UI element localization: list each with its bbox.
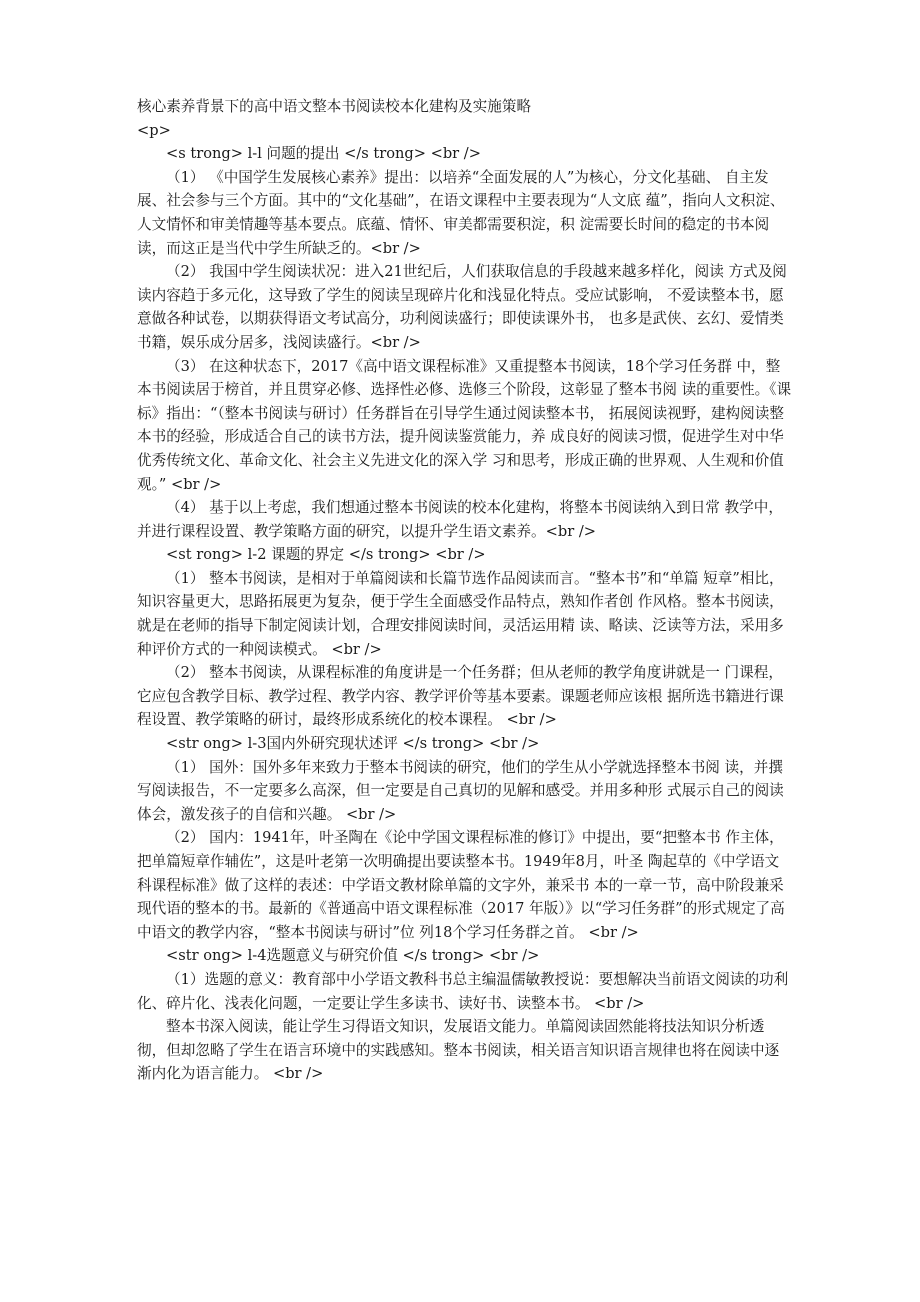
section-heading-1-1: <s trong> l-l 问题的提出 </s trong> <br /> — [166, 145, 481, 163]
document-title: 核心素养背景下的高中语文整本书阅读校本化建构及实施策略 — [137, 98, 532, 115]
paragraph: （1） 《中国学生发展核心素养》提出：以培养“全面发展的人”为核心，分文化基础、 自主发展、社会参与三个方面。其中的“文化基础”，在语文课程中主要表现为“人文底 蕴”，指向人文积淀、人文情怀和审美情趣等基本要点。底蕴、情怀、审美都需要积淀，积 淀需要长时间的稳定的书本阅读，而这正是当代中学生所缺乏的。<br /> — [137, 168, 785, 257]
paragraph: （2） 国内：1941年，叶圣陶在《论中学国文课程标准的修订》中提出，要“把整本书 作主体，把单篇短章作辅佐”，这是叶老第一次明确提出要读整本书。1949年8月，叶圣 陶起草的《中学语文科课程标准》做了这样的表述：中学语文教材除单篇的文字外，兼采书 本的一章一节，高中阶段兼采现代语的整本的书。最新的《普通高中语文课程标准（2017 年版）》以“学习任务群”的形式规定了高中语文的教学内容，“整本书阅读与研讨”位 列18个学习任务群之首。 <br /> — [137, 829, 785, 941]
paragraph: （3） 在这种状态下，2017《高中语文课程标准》又重提整本书阅读，18个学习任务群 中，整本书阅读居于榜首，并且贯穿必修、选择性必修、选修三个阶段，这彰显了整本书阅 读的重要性。《课标》指出：“（整本书阅读与研讨）任务群旨在引导学生通过阅读整本书， 拓展阅读视野，建构阅读整本书的经验，形成适合自己的读书方法，提升阅读鉴赏能力，养 成良好的阅读习惯，促进学生对中华优秀传统文化、革命文化、社会主义先进文化的深入学 习和思考，形成正确的世界观、人生观和价值观。” <br /> — [137, 357, 792, 493]
section-heading-1-3: <str ong> l-3国内外研究现状述评 </s trong> <br /> — [166, 735, 540, 753]
paragraph: （4） 基于以上考虑，我们想通过整本书阅读的校本化建构，将整本书阅读纳入到日常 教学中，并进行课程设置、教学策略方面的研究，以提升学生语文素养。<br /> — [137, 499, 783, 540]
paragraph: （2） 我国中学生阅读状况：进入21世纪后，人们获取信息的手段越来越多样化，阅读 方式及阅读内容趋于多元化，这导致了学生的阅读呈现碎片化和浅显化特点。受应试影响， 不爱读整本书，愿意做各种试卷，以期获得语文考试高分，功利阅读盛行；即使读课外书， 也多是武侠、玄幻、爱情类书籍，娱乐成分居多，浅阅读盛行。<br /> — [137, 263, 787, 351]
paragraph: （1） 整本书阅读，是相对于单篇阅读和长篇节选作品阅读而言。“整本书”和“单篇 短章”相比，知识容量更大，思路拓展更为复杂，便于学生全面感受作品特点，熟知作者创 作风格。整本书阅读，就是在老师的指导下制定阅读计划，合理安排阅读时间，灵活运用精 读、略读、泛读等方法，采用多种评价方式的一种阅读模式。 <br /> — [137, 569, 784, 658]
document-page — [137, 95, 792, 1086]
paragraph: （2） 整本书阅读，从课程标准的角度讲是一个任务群；但从老师的教学角度讲就是一 门课程，它应包含教学目标、教学过程、教学内容、教学评价等基本要素。课题老师应该根 据所选书籍进行课程设置、教学策略的研讨，最终形成系统化的校本课程。 <br /> — [137, 664, 784, 729]
paragraph-open-tag: <p> — [137, 121, 171, 139]
paragraph: （1） 国外：国外多年来致力于整本书阅读的研究，他们的学生从小学就选择整本书阅 读，并撰写阅读报告，不一定要多么高深，但一定要是自己真切的见解和感受。并用多种形 式展示自己的阅读体会，激发孩子的自信和兴趣。 <br /> — [137, 758, 784, 823]
paragraph: （1）选题的意义：教育部中小学语文教科书总主编温儒敏教授说：要想解决当前语文阅读的功利化、碎片化、浅表化问题，一定要让学生多读书、读好书、读整本书。 <br /> — [137, 970, 789, 1012]
section-heading-1-4: <str ong> l-4选题意义与研究价值 </s trong> <br /> — [166, 947, 540, 965]
continuation-paragraph: 整本书深入阅读，能让学生习得语文知识，发展语文能力。单篇阅读固然能将技法知识分析透彻，但却忽略了学生在语言环境中的实践感知。整本书阅读，相关语言知识语言规律也将在阅读中逐渐内化为语言能力。 <br /> — [137, 1018, 780, 1083]
section-heading-1-2: <st rong> l-2 课题的界定 </s trong> <br /> — [166, 546, 486, 564]
